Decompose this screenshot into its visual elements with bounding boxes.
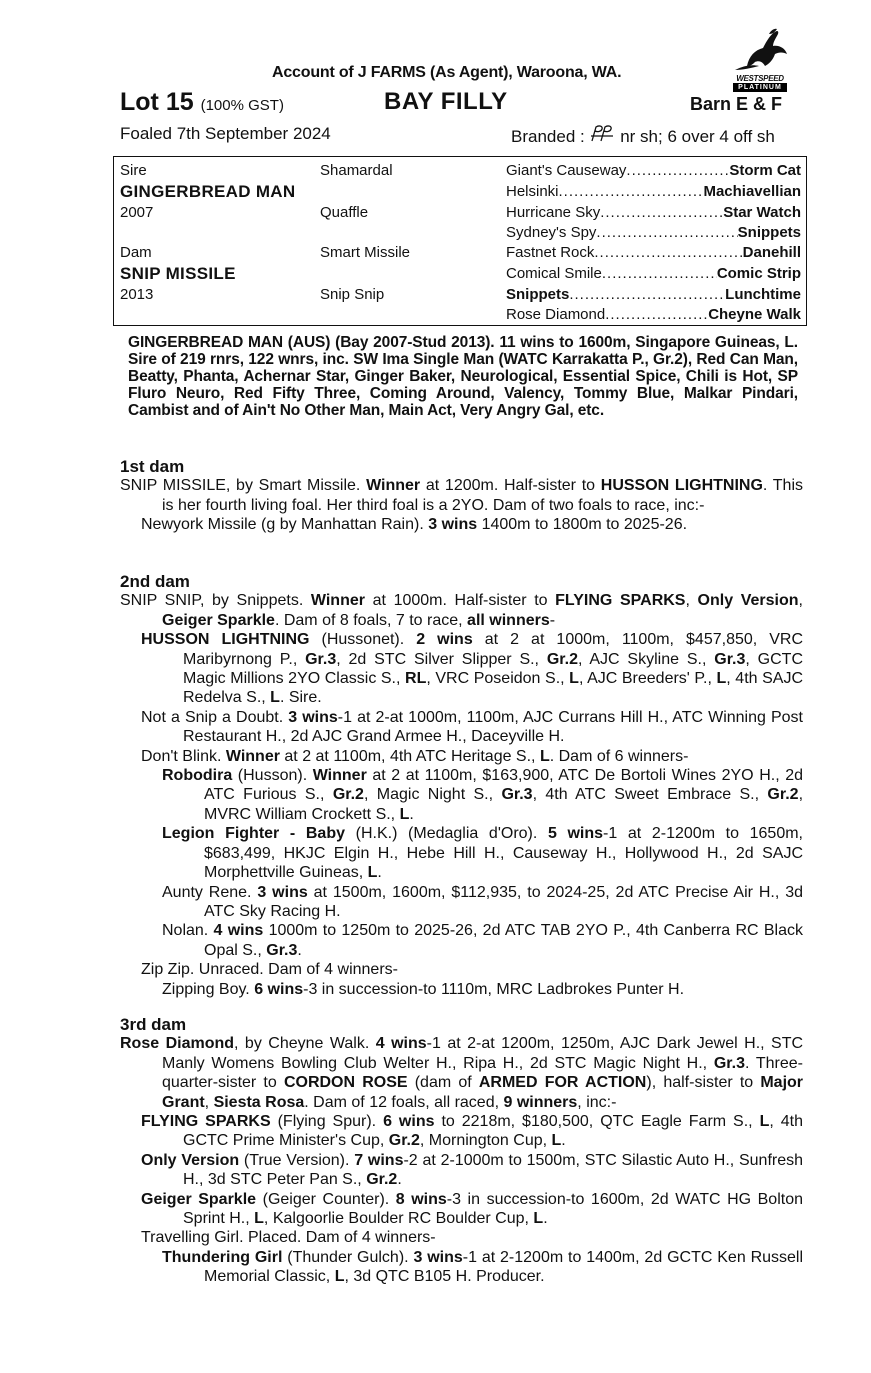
text: . Three-quarter-sister to [162,1054,804,1092]
text: Not a Snip a Doubt. [141,708,289,726]
text: L [367,864,378,882]
text: , GCTC Magic Millions 2YO Classic S., [183,650,803,688]
text: Gr.2 [366,1171,398,1189]
progeny-entry [120,515,803,534]
text: Gr.2 [767,786,799,804]
text: Winner [225,747,280,765]
gen3-left: Giant's Causeway [506,162,627,179]
text: (Hussonet). [309,631,417,649]
text: -3 in succession-to 1600m, 2d WATC HG Bolton Sprint H., [183,1190,803,1228]
sire-label: Sire [120,162,147,179]
text: , AJC Breeders' P., [578,670,717,688]
gen3-row [506,203,801,223]
leader-dots [596,223,737,243]
dam-name: SNIP MISSILE [120,264,236,283]
text: , 2d STC Silver Slipper S., [336,650,547,668]
text: Don't Blink. [141,747,226,765]
progeny-entry [120,1248,803,1287]
progeny-entry [120,708,803,747]
text: ARMED FOR ACTION [478,1074,647,1092]
brand-prefix: Branded : [511,127,585,146]
text: L [533,1210,544,1228]
pedigree-table [113,156,807,326]
text: L [569,670,579,688]
gen3-left: Sydney's Spy [506,224,597,241]
text: 6 wins [254,980,304,998]
westspeed-logo [729,26,791,94]
text: . [397,1171,402,1189]
progeny-entry [120,1190,803,1229]
gen3-left: Rose Diamond [506,306,606,323]
text: Gr.2 [546,650,578,668]
text: Winner [310,592,365,610]
barn-location: Barn E & F [690,94,783,114]
dam-sire: Smart Missile [320,244,411,261]
sire-dam: Quaffle [320,204,369,221]
gen3-right: Cheyne Walk [708,306,801,323]
text: , Mornington Cup, [419,1132,552,1150]
text: -1 at 2-at 1000m, 1100m, AJC Currans Hill H., ATC Winning Post Restaurant H., 2d AJC Grand Armee H., Daceyville H. [183,708,804,746]
gen3-right: Star Watch [723,204,801,221]
gen3-left: Fastnet Rock [506,244,595,261]
vendor-account: Account of J FARMS (As Agent), Waroona, WA. [272,64,622,81]
sire-summary: GINGERBREAD MAN (AUS) (Bay 2007-Stud 2013). 11 wins to 1600m, Singapore Guineas, L. Sire of 219 rnrs, 122 wnrs, inc. SW Ima Single Man (WATC Karrakatta P., Gr.2), Red Can Man, Beatty, Phanta, Achernar Star, Ginger Baker, Neurological, Essential Spice, Chili is Hot, SP Fluro Neuro, Red Fifty Three, Coming Around, Valency, Tommy Blue, Malkar Pindari, Cambist and of Ain't No Other Man, Main Act, Very Angry Gal, etc. [128,334,798,419]
progeny-entry [120,1228,803,1247]
text: , inc:- [577,1093,617,1111]
text: SNIP SNIP, by Snippets. [120,592,311,610]
logo-platinum-badge: PLATINUM [733,83,787,92]
text: Winner [312,767,367,785]
text: L [539,747,550,765]
second-dam-section [120,572,803,999]
dam-paragraph [120,591,803,630]
text: , Magic Night S., [363,786,502,804]
text: - [549,611,556,629]
progeny-entry [120,1151,803,1190]
text: at 2 at 1100m, 4th ATC Heritage S., [279,747,540,765]
text: , Kalgoorlie Boulder RC Boulder Cup, [263,1210,534,1228]
section-heading: 1st dam [120,457,185,476]
logo-wordmark: WESTSPEED [736,74,784,83]
text: at 1000m. Half-sister to [364,592,556,610]
text: -1 at 2-1200m to 1400m, 2d GCTC Ken Russell Memorial Classic, [204,1248,804,1286]
progeny-entry [120,921,803,960]
text: -1 at 2-1200m to 1650m, $683,499, HKJC Elgin H., Hebe Hill H., Causeway H., Hollywood H., 2d SAJC Morphettville Guineas, [204,825,803,882]
text: Rose Diamond [120,1035,235,1053]
brand-suffix: nr sh; 6 over 4 off sh [620,127,775,146]
text: L [270,689,280,707]
text: Zip Zip. Unraced. Dam of 4 winners- [141,961,398,979]
text: . Dam of 6 winners- [549,747,689,765]
text: , 4th GCTC Prime Minister's Cup, [183,1113,803,1150]
text: . [409,805,414,823]
gen3-row [506,285,801,305]
text: Geiger Sparkle [162,611,275,629]
text: 9 winners [503,1093,578,1111]
section-heading: 2nd dam [120,572,190,591]
leader-dots [559,182,704,202]
third-dam-section [120,1015,803,1287]
leader-dots [569,285,725,305]
text: 1000m to 1250m to 2025-26, 2d ATC TAB 2YO P., 4th Canberra RC Black Opal S., [204,922,804,959]
text: 8 wins [395,1190,447,1208]
text: . [377,864,382,882]
progeny-entry [120,960,803,979]
text: 2 wins [416,631,473,649]
gen3-right: Snippets [737,224,801,241]
gst-note: (100% GST) [200,97,284,114]
text: all winners [467,611,550,629]
progeny-entry [120,766,803,824]
dam-label: Dam [120,244,152,261]
text: 5 wins [547,825,604,843]
text: Gr.3 [501,786,533,804]
dam-paragraph [120,476,803,515]
text: -3 in succession-to 1110m, MRC Ladbrokes Punter H. [303,980,685,998]
text: . This is her fourth living foal. Her third foal is a 2YO. Dam of two foals to race, inc:- [162,477,804,514]
text: , [204,1093,214,1111]
text: FLYING SPARKS [555,592,686,610]
section-heading: 3rd dam [120,1015,187,1034]
text: . Sire. [279,689,322,707]
gen3-left: Snippets [506,286,570,303]
text: Robodira [162,767,233,785]
text: Aunty Rene. [162,883,258,901]
progeny-entry [120,747,803,766]
text: Gr.2 [388,1132,420,1150]
text: , VRC Poseidon S., [426,670,570,688]
text: Only Version [141,1151,240,1169]
text: (Flying Spur). [270,1113,384,1131]
text: Newyork Missile (g by Manhattan Rain). [141,516,429,534]
text: HUSSON LIGHTNING [141,631,310,649]
sire-year: 2007 [120,204,154,221]
text: Winner [366,477,421,495]
text: Only Version [697,592,799,610]
gen3-row [506,161,801,181]
text: . [297,941,302,959]
text: 1400m to 1800m to 2025-26. [477,516,688,534]
text: CORDON ROSE [283,1074,408,1092]
lot-label: Lot 15 [120,88,194,116]
progeny-entry [120,980,803,999]
gen3-right: Machiavellian [703,183,801,200]
text: ), half-sister to [646,1074,761,1092]
text: 3 wins [428,516,478,534]
text: , [685,592,698,610]
text: Thundering Girl [162,1248,283,1266]
text: -1 at 2-at 1200m, 1250m, AJC Dark Jewel H., STC Manly Womens Bowling Club Welter H., Ripa H., 2d STC Magic Night H., [162,1035,804,1072]
progeny-entry [120,1112,803,1151]
gen3-left: Helsinki [506,183,559,200]
text: SNIP MISSILE, by Smart Missile. [120,477,367,495]
text: Siesta Rosa [213,1093,305,1111]
gen3-right: Lunchtime [725,286,801,303]
gen3-left: Comical Smile [506,265,602,282]
leader-dots [626,161,729,181]
text: Gr.2 [332,786,364,804]
text: . [561,1132,566,1150]
text: (H.K.) (Medaglia d'Oro). [345,825,548,843]
text: Travelling Girl. Placed. Dam of 4 winners- [141,1229,436,1247]
text: at 1500m, 1600m, $112,935, to 2024-25, 2d ATC Precise Air H., 3d ATC Sky Racing H. [204,883,804,920]
text: L [334,1268,345,1286]
gen3-left: Hurricane Sky [506,204,601,221]
leader-dots [602,264,717,284]
progeny-entry [120,883,803,922]
gen3-row [506,182,801,202]
text: at 1200m. Half-sister to [420,477,601,495]
text: L [716,670,727,688]
lot-number [120,88,284,117]
text: L [399,805,410,823]
text: (Husson). [232,767,313,785]
gen3-row [506,243,801,263]
text: (dam of [407,1074,479,1092]
gen3-row [506,223,801,243]
gen3-row [506,305,801,325]
horse-rider-icon [729,26,791,74]
foaling-date: Foaled 7th September 2024 [120,124,331,143]
gen3-right: Comic Strip [716,265,801,282]
text: RL [405,670,427,688]
text: (True Version). [239,1151,355,1169]
progeny-entry [120,630,803,708]
text: . Dam of 12 foals, all raced, [304,1093,504,1111]
gen3-right: Danehill [742,244,801,261]
brand-mark-icon [589,124,615,144]
text: L [759,1113,770,1131]
text: -2 at 2-1000m to 1500m, STC Silastic Auto H., Sunfresh H., 3d STC Peter Pan S., [183,1151,804,1189]
gen3-right: Storm Cat [729,162,801,179]
dam-year: 2013 [120,286,154,303]
text: Gr.3 [714,650,746,668]
horse-description: BAY FILLY [384,88,508,115]
text: . Dam of 8 foals, 7 to race, [274,611,468,629]
leader-dots [605,305,708,325]
text: FLYING SPARKS [141,1113,271,1131]
text: L [551,1132,562,1150]
text: Geiger Sparkle [141,1190,257,1208]
dam-dam: Snip Snip [320,286,385,303]
leader-dots [594,243,742,263]
text: , 4th ATC Sweet Embrace S., [532,786,768,804]
text: Gr.3 [305,650,337,668]
text: , [798,592,803,610]
sire-sire: Shamardal [320,162,393,179]
text: Gr.3 [713,1054,745,1072]
text: 3 wins [413,1248,463,1266]
text: 4 wins [375,1035,427,1053]
text: Legion Fighter - Baby [162,825,345,843]
first-dam-section [120,457,803,535]
text: , by Cheyne Walk. [234,1035,376,1053]
text: 7 wins [354,1151,404,1169]
text: 6 wins [383,1113,435,1131]
text: to 2218m, $180,500, QTC Eagle Farm S., [434,1113,760,1131]
text: L [254,1210,264,1228]
text: 3 wins [288,708,338,726]
text: Zipping Boy. [162,980,255,998]
text: Gr.3 [266,941,298,959]
leader-dots [600,203,723,223]
text: 3 wins [257,883,308,901]
gen3-row [506,264,801,284]
dam-paragraph [120,1034,803,1112]
text: , 4th SAJC Redelva S., [183,670,804,707]
text: (Thunder Gulch). [282,1248,414,1266]
text: Major Grant [162,1074,804,1111]
text: Nolan. [162,922,214,940]
brand-info [511,124,775,147]
text: , MVRC William Crockett S., [204,786,804,823]
text: . [543,1210,548,1228]
text: , AJC Skyline S., [577,650,715,668]
text: 4 wins [213,922,264,940]
sire-name: GINGERBREAD MAN [120,182,296,201]
text: at 2 at 1000m, 1100m, $457,850, VRC Maribyrnong P., [183,631,804,668]
progeny-entry [120,824,803,882]
text: HUSSON LIGHTNING [600,477,763,495]
text: at 2 at 1100m, $163,900, ATC De Bortoli Wines 2YO H., 2d ATC Furious S., [204,767,804,804]
text: (Geiger Counter). [256,1190,396,1208]
text: , 3d QTC B105 H. Producer. [344,1268,545,1286]
